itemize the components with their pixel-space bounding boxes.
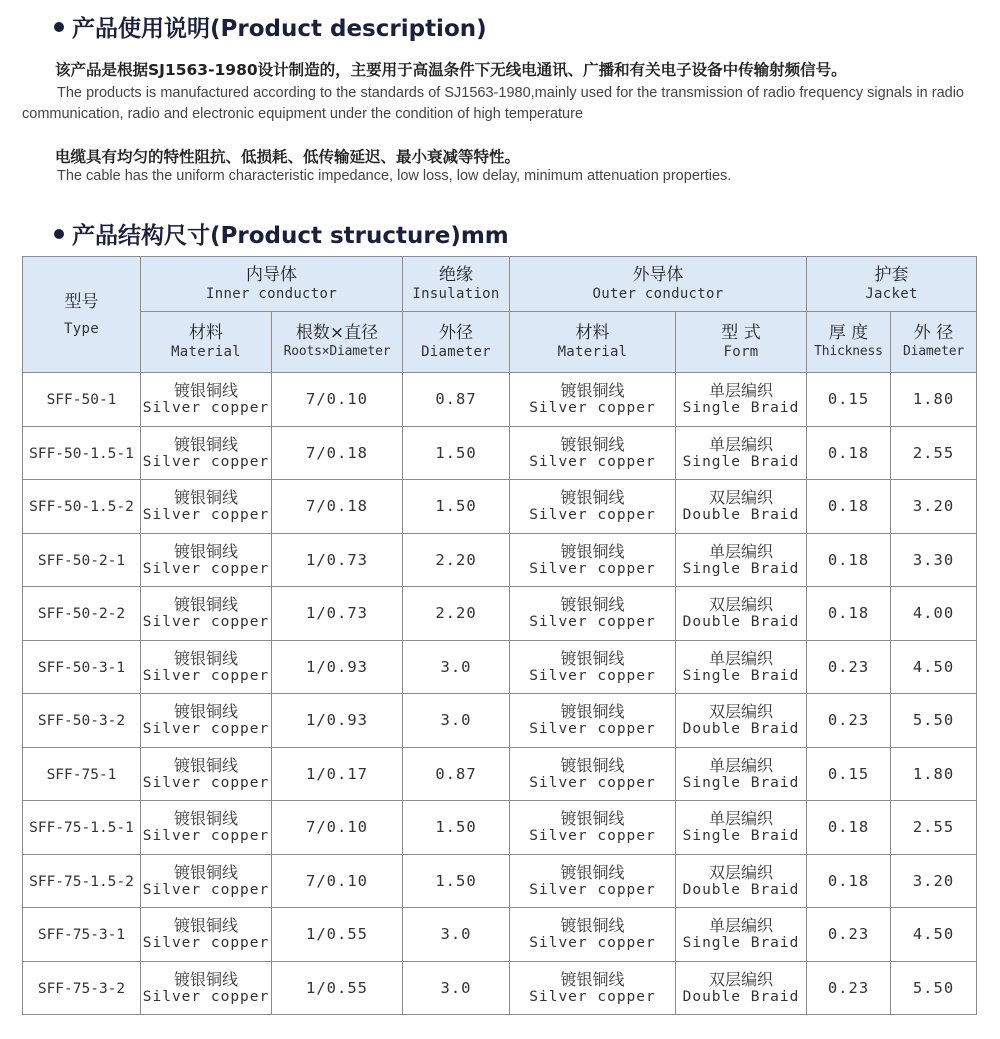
cell-outer-material <box>510 373 676 427</box>
cell-jacket-diameter <box>891 587 977 641</box>
outer-material-cn: 镀银铜线 <box>560 862 625 882</box>
inner-material-en: Silver copper <box>142 667 270 684</box>
cell-inner-material <box>141 747 272 801</box>
cell-model <box>23 908 141 962</box>
header-row-2 <box>23 312 977 373</box>
cell-thickness <box>807 587 891 641</box>
header-material-cn: 材料 <box>189 323 223 343</box>
form-en: Single Braid <box>682 560 800 577</box>
header-inner-conductor <box>141 257 403 312</box>
inner-material-en: Silver copper <box>142 935 270 952</box>
cell-inner-material <box>141 694 272 748</box>
cell-jacket-diameter <box>891 747 977 801</box>
cell-inner-material <box>141 801 272 855</box>
outer-material-cn: 镀银铜线 <box>560 702 625 722</box>
cell-insulation-diameter <box>403 747 510 801</box>
table-row <box>23 640 977 694</box>
roots-text: 1/0.73 <box>306 550 368 569</box>
header-outer-material <box>510 312 676 373</box>
model-text: SFF-50-1.5-2 <box>29 499 134 516</box>
cell-insulation-diameter <box>403 908 510 962</box>
cell-roots-diameter <box>272 373 403 427</box>
form-en: Single Braid <box>682 453 800 470</box>
thickness-text: 0.23 <box>827 711 870 730</box>
cell-jacket-diameter <box>891 426 977 480</box>
form-cn: 双层编织 <box>708 702 773 722</box>
table-row <box>23 908 977 962</box>
outer-material-en: Silver copper <box>529 721 656 738</box>
outer-material-en: Silver copper <box>529 881 656 898</box>
bullet-icon <box>54 229 64 239</box>
cell-outer-material <box>510 426 676 480</box>
cell-insulation-diameter <box>403 533 510 587</box>
outer-material-cn: 镀银铜线 <box>560 488 625 508</box>
insulation-text: 3.0 <box>440 657 472 676</box>
inner-material-cn: 镀银铜线 <box>173 434 238 454</box>
header-form-cn: 型 式 <box>721 323 761 343</box>
cell-outer-material <box>510 480 676 534</box>
cell-roots-diameter <box>272 908 403 962</box>
thickness-text: 0.23 <box>827 978 870 997</box>
insulation-text: 3.0 <box>440 978 472 997</box>
roots-text: 7/0.18 <box>306 497 368 516</box>
cell-insulation-diameter <box>403 801 510 855</box>
cell-jacket-diameter <box>891 908 977 962</box>
table-row <box>23 426 977 480</box>
form-cn: 双层编织 <box>708 969 773 989</box>
form-en: Double Braid <box>682 614 800 631</box>
form-en: Double Braid <box>682 721 800 738</box>
outer-material-en: Silver copper <box>529 774 656 791</box>
description-en-2: The cable has the uniform characteristic impedance, low loss, low delay, minimum attenuation properties. <box>57 168 732 184</box>
cell-model <box>23 854 141 908</box>
outer-material-en: Silver copper <box>529 400 656 417</box>
cell-inner-material <box>141 587 272 641</box>
roots-text: 7/0.18 <box>306 443 368 462</box>
form-en: Single Braid <box>682 400 800 417</box>
form-en: Single Braid <box>682 774 800 791</box>
roots-text: 7/0.10 <box>306 390 368 409</box>
cell-model <box>23 587 141 641</box>
outer-material-cn: 镀银铜线 <box>560 541 625 561</box>
inner-material-cn: 镀银铜线 <box>173 862 238 882</box>
cell-form <box>676 747 807 801</box>
outer-material-cn: 镀银铜线 <box>560 755 625 775</box>
thickness-text: 0.15 <box>827 764 870 783</box>
cell-thickness <box>807 694 891 748</box>
roots-text: 1/0.93 <box>306 711 368 730</box>
cell-inner-material <box>141 533 272 587</box>
cell-model <box>23 426 141 480</box>
description-cn-1: 该产品是根据SJ1563-1980设计制造的，主要用于高温条件下无线电通讯、广播和有关电子设备中传输射频信号。 <box>55 61 847 79</box>
header-outer-en: Outer conductor <box>592 286 724 302</box>
inner-material-cn: 镀银铜线 <box>173 755 238 775</box>
outer-material-cn: 镀银铜线 <box>560 381 625 401</box>
cell-inner-material <box>141 908 272 962</box>
header-insulation <box>403 257 510 312</box>
header-outer-cn: 外导体 <box>632 265 684 285</box>
cell-insulation-diameter <box>403 373 510 427</box>
insulation-text: 1.50 <box>435 443 477 462</box>
roots-text: 7/0.10 <box>306 871 368 890</box>
table-row <box>23 801 977 855</box>
header-thickness <box>807 312 891 373</box>
form-cn: 单层编织 <box>708 648 773 668</box>
roots-text: 1/0.93 <box>306 657 368 676</box>
cell-inner-material <box>141 640 272 694</box>
header-row-1 <box>23 257 977 312</box>
header-inner-en: Inner conductor <box>206 286 337 302</box>
model-text: SFF-50-2-2 <box>37 606 126 623</box>
cell-form <box>676 801 807 855</box>
form-en: Single Braid <box>682 667 800 684</box>
inner-material-cn: 镀银铜线 <box>173 541 238 561</box>
cell-jacket-diameter <box>891 961 977 1015</box>
inner-material-cn: 镀银铜线 <box>173 916 238 936</box>
insulation-text: 3.0 <box>440 925 472 944</box>
model-text: SFF-50-3-2 <box>37 713 126 730</box>
cell-outer-material <box>510 747 676 801</box>
cell-jacket-diameter <box>891 533 977 587</box>
cell-inner-material <box>141 961 272 1015</box>
form-en: Double Braid <box>682 881 800 898</box>
thickness-text: 0.18 <box>827 604 870 623</box>
cell-insulation-diameter <box>403 587 510 641</box>
header-roots-cn: 根数×直径 <box>295 323 379 343</box>
outer-material-cn: 镀银铜线 <box>560 648 625 668</box>
cell-outer-material <box>510 587 676 641</box>
table-row <box>23 961 977 1015</box>
cell-form <box>676 854 807 908</box>
header-jacket-cn: 护套 <box>874 265 909 285</box>
cell-model <box>23 373 141 427</box>
jacket-diameter-text: 3.20 <box>912 871 955 890</box>
cell-form <box>676 426 807 480</box>
inner-material-cn: 镀银铜线 <box>173 488 238 508</box>
bullet-icon <box>54 22 64 32</box>
model-text: SFF-75-1 <box>46 766 117 783</box>
cell-thickness <box>807 801 891 855</box>
table-body <box>23 373 977 1015</box>
form-en: Double Braid <box>682 507 800 524</box>
cell-outer-material <box>510 694 676 748</box>
form-cn: 双层编织 <box>708 488 773 508</box>
thickness-text: 0.18 <box>827 871 870 890</box>
form-cn: 单层编织 <box>708 916 773 936</box>
cell-model <box>23 747 141 801</box>
cell-model <box>23 801 141 855</box>
form-cn: 单层编织 <box>708 541 773 561</box>
cell-jacket-diameter <box>891 801 977 855</box>
jacket-diameter-text: 4.50 <box>912 657 955 676</box>
inner-material-en: Silver copper <box>142 774 270 791</box>
description-title: 产品使用说明(Product description) <box>72 16 487 42</box>
insulation-text: 0.87 <box>435 764 477 783</box>
thickness-text: 0.15 <box>827 390 870 409</box>
jacket-diameter-text: 2.55 <box>912 443 955 462</box>
inner-material-en: Silver copper <box>142 881 270 898</box>
cell-roots-diameter <box>272 533 403 587</box>
outer-material-cn: 镀银铜线 <box>560 809 625 829</box>
insulation-text: 1.50 <box>435 497 477 516</box>
cell-outer-material <box>510 801 676 855</box>
cell-jacket-diameter <box>891 640 977 694</box>
cell-model <box>23 480 141 534</box>
header-material-en: Material <box>171 344 241 360</box>
cell-outer-material <box>510 640 676 694</box>
header-inner-cn: 内导体 <box>246 265 297 285</box>
outer-material-cn: 镀银铜线 <box>560 595 625 615</box>
thickness-text: 0.18 <box>827 818 870 837</box>
insulation-text: 0.87 <box>435 390 477 409</box>
inner-material-en: Silver copper <box>142 828 270 845</box>
cell-jacket-diameter <box>891 854 977 908</box>
header-jdiameter-en: Diameter <box>902 344 964 359</box>
cell-insulation-diameter <box>403 854 510 908</box>
model-text: SFF-50-3-1 <box>37 659 126 676</box>
header-diameter-en: Diameter <box>421 344 491 360</box>
jacket-diameter-text: 3.30 <box>912 550 955 569</box>
cell-thickness <box>807 426 891 480</box>
cell-outer-material <box>510 854 676 908</box>
cell-model <box>23 533 141 587</box>
table-row <box>23 533 977 587</box>
header-material <box>141 312 272 373</box>
outer-material-en: Silver copper <box>529 453 656 470</box>
model-text: SFF-50-1.5-1 <box>29 445 134 462</box>
cell-outer-material <box>510 908 676 962</box>
outer-material-en: Silver copper <box>529 935 656 952</box>
inner-material-cn: 镀银铜线 <box>173 809 238 829</box>
insulation-text: 2.20 <box>435 550 477 569</box>
cell-inner-material <box>141 426 272 480</box>
cell-jacket-diameter <box>891 480 977 534</box>
cell-inner-material <box>141 480 272 534</box>
jacket-diameter-text: 3.20 <box>912 497 955 516</box>
cell-thickness <box>807 747 891 801</box>
thickness-text: 0.18 <box>827 443 870 462</box>
inner-material-en: Silver copper <box>142 400 270 417</box>
thickness-text: 0.18 <box>827 497 870 516</box>
cell-roots-diameter <box>272 961 403 1015</box>
description-cn-2: 电缆具有均匀的特性阻抗、低损耗、低传输延迟、最小衰减等特性。 <box>55 148 521 166</box>
form-cn: 单层编织 <box>708 381 773 401</box>
table-row <box>23 694 977 748</box>
cell-roots-diameter <box>272 587 403 641</box>
header-form <box>676 312 807 373</box>
model-text: SFF-50-1 <box>46 392 117 409</box>
inner-material-en: Silver copper <box>142 721 270 738</box>
cell-model <box>23 640 141 694</box>
cell-roots-diameter <box>272 694 403 748</box>
roots-text: 1/0.73 <box>306 604 368 623</box>
description-heading <box>54 10 487 43</box>
cell-thickness <box>807 908 891 962</box>
cell-form <box>676 961 807 1015</box>
model-text: SFF-75-3-1 <box>37 927 126 944</box>
header-type-en: Type <box>64 320 99 337</box>
table-row <box>23 480 977 534</box>
cell-outer-material <box>510 533 676 587</box>
jacket-diameter-text: 2.55 <box>912 818 955 837</box>
header-insulation-diameter <box>403 312 510 373</box>
cell-thickness <box>807 533 891 587</box>
cell-jacket-diameter <box>891 373 977 427</box>
inner-material-en: Silver copper <box>142 507 270 524</box>
outer-material-cn: 镀银铜线 <box>560 434 625 454</box>
model-text: SFF-75-3-2 <box>37 980 126 997</box>
roots-text: 1/0.55 <box>306 978 368 997</box>
cell-model <box>23 961 141 1015</box>
table-row <box>23 854 977 908</box>
inner-material-en: Silver copper <box>142 453 270 470</box>
cell-form <box>676 587 807 641</box>
insulation-text: 2.20 <box>435 604 477 623</box>
form-en: Single Braid <box>682 828 800 845</box>
header-insulation-cn: 绝缘 <box>439 265 473 285</box>
header-diameter-cn: 外径 <box>439 323 473 343</box>
cell-thickness <box>807 640 891 694</box>
header-type-cn: 型号 <box>64 291 99 312</box>
outer-material-en: Silver copper <box>529 507 656 524</box>
cell-form <box>676 640 807 694</box>
outer-material-en: Silver copper <box>529 614 656 631</box>
product-structure-table <box>22 256 977 1015</box>
cell-insulation-diameter <box>403 480 510 534</box>
header-jacket-en: Jacket <box>865 286 918 302</box>
table-row <box>23 373 977 427</box>
header-insulation-en: Insulation <box>412 286 500 302</box>
cell-roots-diameter <box>272 426 403 480</box>
cell-insulation-diameter <box>403 426 510 480</box>
header-outer-conductor <box>510 257 807 312</box>
insulation-text: 1.50 <box>435 871 477 890</box>
cell-insulation-diameter <box>403 694 510 748</box>
cell-form <box>676 908 807 962</box>
thickness-text: 0.23 <box>827 657 870 676</box>
jacket-diameter-text: 5.50 <box>912 978 955 997</box>
cell-form <box>676 373 807 427</box>
model-text: SFF-75-1.5-2 <box>29 873 134 890</box>
inner-material-cn: 镀银铜线 <box>173 595 238 615</box>
cell-insulation-diameter <box>403 961 510 1015</box>
jacket-diameter-text: 4.50 <box>912 925 955 944</box>
header-jacket <box>807 257 977 312</box>
model-text: SFF-50-2-1 <box>37 552 126 569</box>
cell-form <box>676 694 807 748</box>
outer-material-cn: 镀银铜线 <box>560 916 625 936</box>
cell-insulation-diameter <box>403 640 510 694</box>
inner-material-cn: 镀银铜线 <box>173 648 238 668</box>
inner-material-cn: 镀银铜线 <box>173 969 238 989</box>
outer-material-en: Silver copper <box>529 828 656 845</box>
structure-title: 产品结构尺寸(Product structure)mm <box>72 223 509 249</box>
outer-material-en: Silver copper <box>529 988 656 1005</box>
cell-thickness <box>807 854 891 908</box>
cell-roots-diameter <box>272 640 403 694</box>
cell-form <box>676 533 807 587</box>
form-cn: 双层编织 <box>708 595 773 615</box>
cell-form <box>676 480 807 534</box>
jacket-diameter-text: 1.80 <box>912 764 955 783</box>
description-en-1: The products is manufactured according to the standards of SJ1563-1980,mainly used for the transmission of radio frequency signals in radio communication, radio and electronic equipment under the condition of high temperature <box>22 85 964 122</box>
inner-material-cn: 镀银铜线 <box>173 702 238 722</box>
inner-material-en: Silver copper <box>142 988 270 1005</box>
inner-material-cn: 镀银铜线 <box>173 381 238 401</box>
header-thickness-en: Thickness <box>814 344 883 359</box>
cell-roots-diameter <box>272 854 403 908</box>
model-text: SFF-75-1.5-1 <box>29 820 134 837</box>
cell-roots-diameter <box>272 480 403 534</box>
jacket-diameter-text: 4.00 <box>912 604 955 623</box>
header-material2-en: Material <box>557 344 628 360</box>
header-jacket-diameter <box>891 312 977 373</box>
cell-inner-material <box>141 854 272 908</box>
outer-material-cn: 镀银铜线 <box>560 969 625 989</box>
roots-text: 1/0.17 <box>306 764 368 783</box>
thickness-text: 0.23 <box>827 925 870 944</box>
table-row <box>23 747 977 801</box>
header-roots-en: Roots×Diameter <box>283 344 391 359</box>
jacket-diameter-text: 5.50 <box>912 711 955 730</box>
cell-roots-diameter <box>272 801 403 855</box>
cell-outer-material <box>510 961 676 1015</box>
header-jdiameter-cn: 外 径 <box>913 323 954 343</box>
header-form-en: Form <box>723 344 759 360</box>
outer-material-en: Silver copper <box>529 667 656 684</box>
header-material2-cn: 材料 <box>575 323 610 343</box>
form-cn: 单层编织 <box>708 809 773 829</box>
roots-text: 1/0.55 <box>306 925 368 944</box>
outer-material-en: Silver copper <box>529 560 656 577</box>
cell-model <box>23 694 141 748</box>
header-roots-diameter <box>272 312 403 373</box>
jacket-diameter-text: 1.80 <box>912 390 955 409</box>
form-cn: 双层编织 <box>708 862 773 882</box>
cell-thickness <box>807 373 891 427</box>
inner-material-en: Silver copper <box>142 560 270 577</box>
roots-text: 7/0.10 <box>306 818 368 837</box>
inner-material-en: Silver copper <box>142 614 270 631</box>
form-en: Double Braid <box>682 988 800 1005</box>
cell-thickness <box>807 961 891 1015</box>
form-cn: 单层编织 <box>708 755 773 775</box>
cell-inner-material <box>141 373 272 427</box>
form-cn: 单层编织 <box>708 434 773 454</box>
cell-jacket-diameter <box>891 694 977 748</box>
thickness-text: 0.18 <box>827 550 870 569</box>
structure-heading <box>54 217 509 250</box>
header-type <box>23 257 141 373</box>
insulation-text: 1.50 <box>435 818 477 837</box>
cell-thickness <box>807 480 891 534</box>
form-en: Single Braid <box>682 935 800 952</box>
header-thickness-cn: 厚 度 <box>828 323 869 343</box>
insulation-text: 3.0 <box>440 711 472 730</box>
cell-roots-diameter <box>272 747 403 801</box>
table-row <box>23 587 977 641</box>
